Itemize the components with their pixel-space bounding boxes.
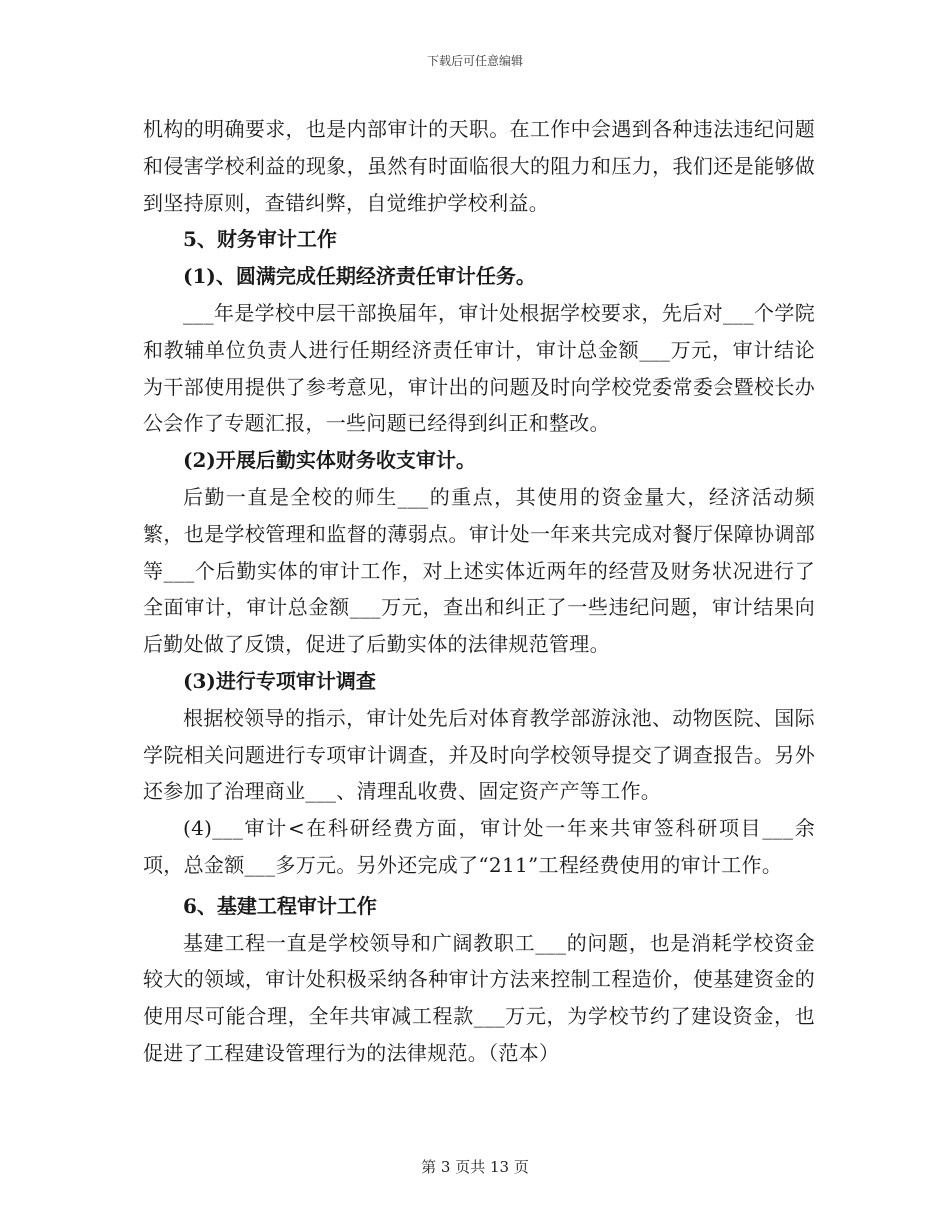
paragraph: 后勤一直是全校的师生___的重点，其使用的资金量大，经济活动频繁，也是学校管理和监督的薄弱点。审计处一年来共完成对餐厅保障协调部等___个后勤实体的审计工作，对上述实体近两年的经营及财务状况进行了全面审计，审计总金额___万元，查出和纠正了一些违纪问题，审计结果向后勤处做了反馈，促进了后勤实体的法律规范管理。	[143, 484, 815, 657]
paragraph: 机构的明确要求，也是内部审计的天职。在工作中会遇到各种违法违纪问题和侵害学校利益的现象，虽然有时面临很大的阻力和压力，我们还是能够做到坚持原则，查错纠弊，自觉维护学校利益。	[143, 117, 815, 215]
page-header: 下载后可任意编辑	[426, 54, 523, 68]
subsection-heading: (1)、圆满完成任期经济责任审计任务。	[183, 264, 536, 289]
subsection-heading: (2)开展后勤实体财务收支审计。	[183, 448, 476, 473]
page-footer: 第 3 页共 13 页	[421, 1158, 529, 1176]
paragraph: (4)___审计<在科研经费方面，审计处一年来共审签科研项目___余项，总金额___多万元。另外还完成了“211”工程经费使用的审计工作。	[143, 816, 815, 877]
subsection-heading: (3)进行专项审计调查	[183, 668, 376, 693]
section-heading: 5、财务审计工作	[183, 227, 337, 252]
paragraph: 根据校领导的指示，审计处先后对体育教学部游泳池、动物医院、国际学院相关问题进行专项审计调查，并及时向学校领导提交了调查报告。另外还参加了治理商业___、清理乱收费、固定资产产等工作。	[143, 705, 815, 804]
section-heading: 6、基建工程审计工作	[183, 893, 377, 918]
paragraph: 基建工程一直是学校领导和广阔教职工___的问题，也是消耗学校资金较大的领域，审计处积极采纳各种审计方法来控制工程造价，使基建资金的使用尽可能合理，全年共审减工程款___万元，为学校节约了建设资金，也促进了工程建设管理行为的法律规范。（范本）	[143, 930, 815, 1065]
paragraph: ___年是学校中层干部换届年，审计处根据学校要求，先后对___个学院和教辅单位负责人进行任期经济责任审计，审计总金额___万元，审计结论为干部使用提供了参考意见，审计出的问题及时向学校党委常委会暨校长办公会作了专题汇报，一些问题已经得到纠正和整改。	[143, 300, 815, 436]
document-body	[143, 111, 815, 1072]
